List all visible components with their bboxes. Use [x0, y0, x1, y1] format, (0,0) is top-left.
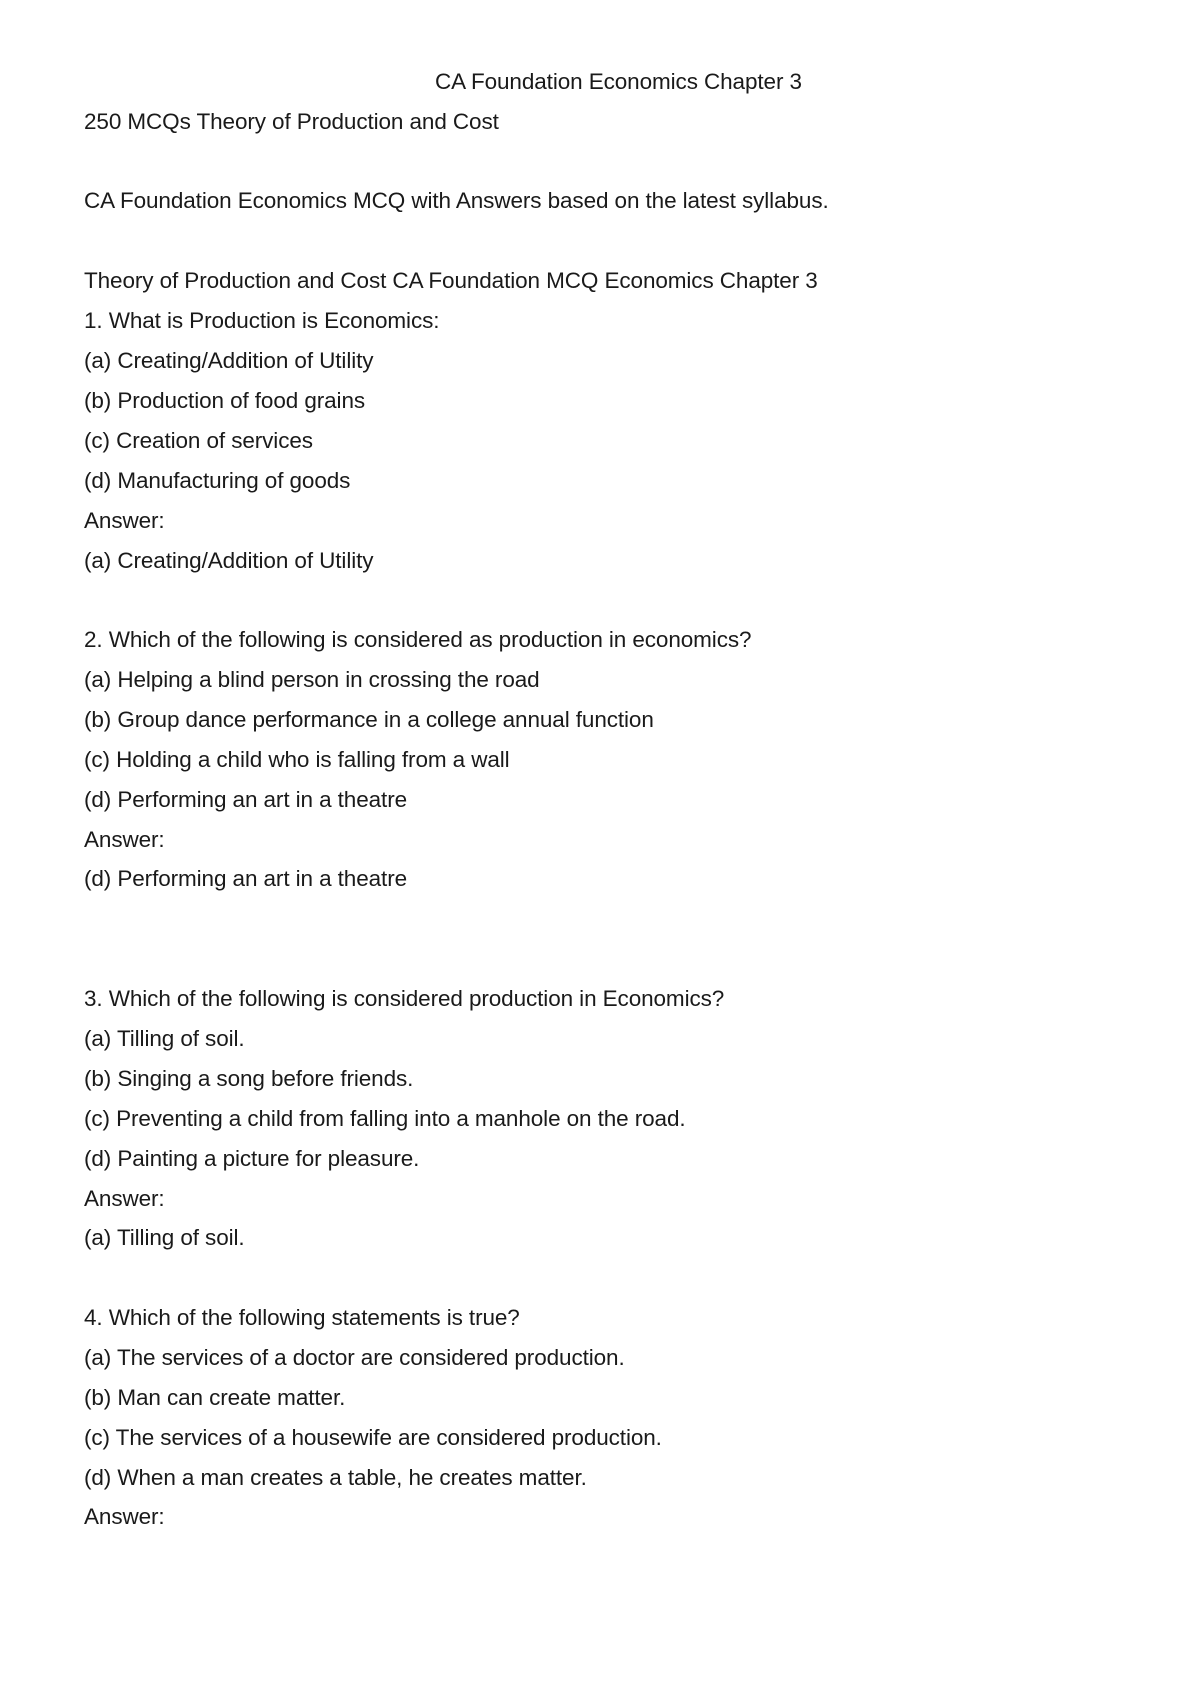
option-b: (b) Man can create matter. — [84, 1385, 346, 1410]
option-c: (c) Preventing a child from falling into a manhole on the road. — [84, 1106, 686, 1131]
answer-label: Answer: — [84, 827, 165, 852]
option-a: (a) Tilling of soil. — [84, 1026, 245, 1051]
page-subtitle: 250 MCQs Theory of Production and Cost — [84, 109, 499, 134]
option-c: (c) Creation of services — [84, 428, 313, 453]
option-d: (d) Painting a picture for pleasure. — [84, 1146, 420, 1171]
option-a: (a) The services of a doctor are considered production. — [84, 1345, 625, 1370]
answer-text: (a) Creating/Addition of Utility — [84, 548, 374, 573]
question-text: 4. Which of the following statements is true? — [84, 1305, 520, 1330]
question-text: 2. Which of the following is considered as production in economics? — [84, 627, 752, 652]
answer-label: Answer: — [84, 508, 165, 533]
answer-label: Answer: — [84, 1186, 165, 1211]
section-heading: Theory of Production and Cost CA Foundation MCQ Economics Chapter 3 — [84, 268, 818, 293]
option-c: (c) Holding a child who is falling from a wall — [84, 747, 510, 772]
option-b: (b) Production of food grains — [84, 388, 366, 413]
option-a: (a) Creating/Addition of Utility — [84, 348, 374, 373]
answer-text: (d) Performing an art in a theatre — [84, 866, 408, 891]
option-c: (c) The services of a housewife are considered production. — [84, 1425, 662, 1450]
option-b: (b) Singing a song before friends. — [84, 1066, 414, 1091]
question-text: 1. What is Production is Economics: — [84, 308, 440, 333]
option-d: (d) When a man creates a table, he creates matter. — [84, 1465, 587, 1490]
intro-text: CA Foundation Economics MCQ with Answers based on the latest syllabus. — [84, 188, 829, 213]
answer-text: (a) Tilling of soil. — [84, 1225, 245, 1250]
option-a: (a) Helping a blind person in crossing the road — [84, 667, 540, 692]
answer-label: Answer: — [84, 1504, 165, 1529]
option-b: (b) Group dance performance in a college annual function — [84, 707, 654, 732]
option-d: (d) Manufacturing of goods — [84, 468, 351, 493]
option-d: (d) Performing an art in a theatre — [84, 787, 408, 812]
question-text: 3. Which of the following is considered production in Economics? — [84, 986, 725, 1011]
page-title: CA Foundation Economics Chapter 3 — [435, 69, 802, 94]
